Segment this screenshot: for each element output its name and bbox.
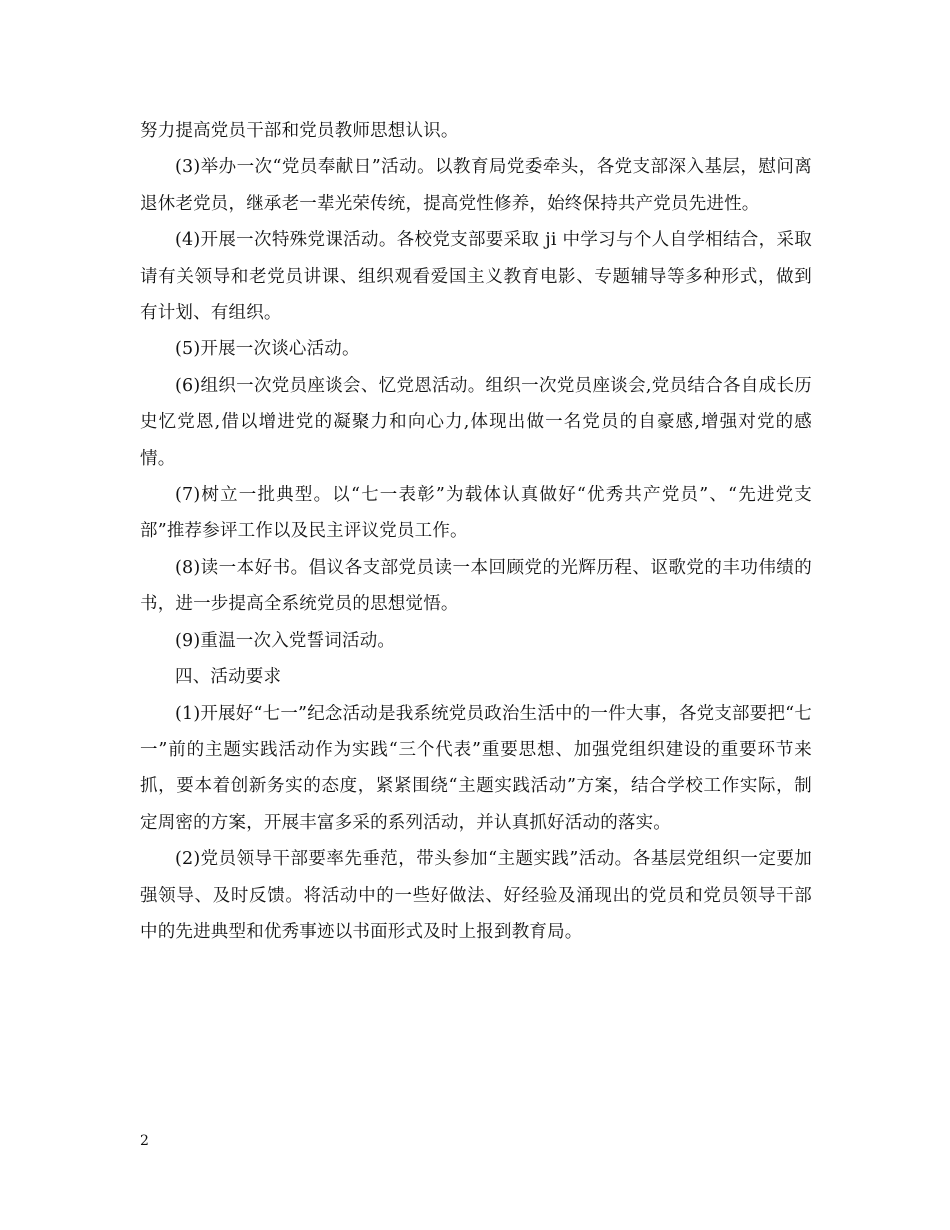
paragraph-item-8: (8)读一本好书。倡议各支部党员读一本回顾党的光辉历程、讴歌党的丰功伟绩的书，进一步提高全系统党员的思想觉悟。 bbox=[140, 557, 812, 615]
paragraph-item-7: (7)树立一批典型。以“七一表彰”为载体认真做好“优秀共产党员”、“先进党支部”推荐参评工作以及民主评议党员工作。 bbox=[140, 485, 812, 542]
paragraph-item-3: (3)举办一次“党员奉献日”活动。以教育局党委牵头，各党支部深入基层，慰问离退休老党员，继承老一辈光荣传统，提高党性修养，始终保持共产党员先进性。 bbox=[140, 157, 812, 214]
paragraph-item-4: (4)开展一次特殊党课活动。各校党支部要采取 ji 中学习与个人自学相结合，采取请有关领导和老党员讲课、组织观看爱国主义教育电影、专题辅导等多种形式，做到有计划、有组织。 bbox=[140, 230, 812, 324]
paragraph-item-5: (5)开展一次谈心活动。 bbox=[175, 339, 360, 360]
paragraph-requirement-2: (2)党员领导干部要率先垂范，带头参加“主题实践”活动。各基层党组织一定要加强领导、及时反馈。将活动中的一些好做法、好经验及涌现出的党员和党员领导干部中的先进典型和优秀事迹以书面形式及时上报到教育局。 bbox=[140, 849, 812, 942]
paragraph-continuation: 努力提高党员干部和党员教师思想认识。 bbox=[140, 121, 459, 141]
paragraph-requirement-1: (1)开展好“七一”纪念活动是我系统党员政治生活中的一件大事，各党支部要把“七一”前的主题实践活动作为实践“三个代表”重要思想、加强党组织建设的重要环节来抓，要本着创新务实的态度，紧紧围绕“主题实践活动”方案，结合学校工作实际，制定周密的方案，开展丰富多采的系列活动，并认真抓好活动的落实。 bbox=[140, 703, 812, 833]
paragraph-item-9: (9)重温一次入党誓词活动。 bbox=[175, 630, 396, 651]
document-body bbox=[140, 113, 812, 950]
section-heading-requirements: 四、活动要求 bbox=[175, 667, 282, 688]
paragraph-item-6: (6)组织一次党员座谈会、忆党恩活动。组织一次党员座谈会,党员结合各自成长历史忆党恩,借以增进党的凝聚力和向心力,体现出做一名党员的自豪感,增强对党的感情。 bbox=[140, 375, 812, 469]
page-number: 2 bbox=[140, 1133, 149, 1149]
